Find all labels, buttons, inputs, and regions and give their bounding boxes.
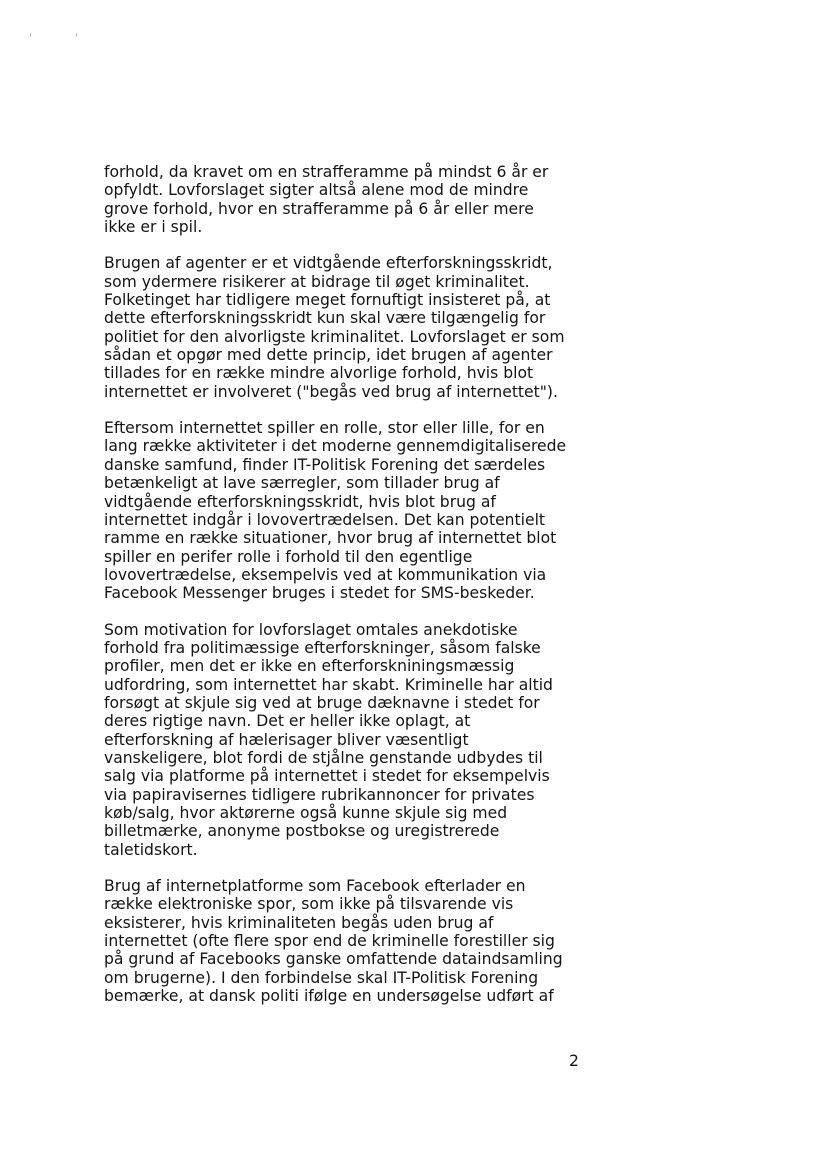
text-line: udfordring, som internettet har skabt. Kriminelle har altid [104, 675, 553, 694]
paragraph [104, 254, 604, 401]
text-line: bemærke, at dansk politi ifølge en undersøgelse udført af [104, 987, 554, 1006]
text-line: billetmærke, anonyme postbokse og uregistrerede [104, 822, 500, 841]
paragraph [104, 877, 604, 1005]
text-line: om brugerne). I den forbindelse skal IT-Politisk Forening [104, 968, 539, 987]
text-line: taletidskort. [104, 840, 198, 859]
text-line: Folketinget har tidligere meget fornuftigt insisteret på, at [104, 291, 551, 310]
text-line: vidtgående efterforskningsskridt, hvis blot brug af [104, 492, 496, 511]
text-line: internettet indgår i lovovertrædelsen. Det kan potentielt [104, 510, 546, 529]
text-line: sådan et opgør med dette princip, idet brugen af agenter [104, 346, 553, 365]
text-line: salg via platforme på internettet i stedet for eksempelvis [104, 767, 550, 786]
text-line: efterforskning af hælerisager bliver væsentligt [104, 730, 469, 749]
text-line: forhold fra politimæssige efterforskninger, såsom falske [104, 638, 541, 657]
text-line: deres rigtige navn. Det er heller ikke oplagt, at [104, 712, 471, 731]
text-line: eksisterer, hvis kriminaliteten begås uden brug af [104, 913, 494, 932]
text-line: internettet (ofte flere spor end de kriminelle forestiller sig [104, 932, 555, 951]
text-line: via papiravisernes tidligere rubrikannoncer for privates [104, 785, 535, 804]
text-line: Brugen af agenter er et vidtgående efterforskningsskridt, [104, 254, 553, 273]
text-line: forsøgt at skjule sig ved at bruge dæknavne i stedet for [104, 693, 540, 712]
text-line: forhold, da kravet om en strafferamme på mindst 6 år er [104, 163, 549, 181]
text-line: opfyldt. Lovforslaget sigter altså alene mod de mindre [104, 181, 529, 200]
text-line: ikke er i spil. [104, 218, 203, 237]
text-line: række elektroniske spor, som ikke på tilsvarende vis [104, 895, 514, 914]
text-line: vanskeligere, blot fordi de stjålne genstande udbydes til [104, 748, 543, 767]
text-line: internettet er involveret ("begås ved brug af internettet"). [104, 382, 558, 401]
paragraph [104, 163, 604, 236]
text-line: spiller en perifer rolle i forhold til den egentlige [104, 547, 473, 566]
text-line: Eftersom internettet spiller en rolle, stor eller lille, for en [104, 419, 545, 438]
text-line: grove forhold, hvor en strafferamme på 6 år eller mere [104, 199, 534, 218]
text-line: lang række aktiviteter i det moderne gennemdigitaliserede [104, 437, 567, 456]
scan-speck [30, 33, 31, 37]
text-line: lovovertrædelse, eksempelvis ved at kommunikation via [104, 565, 547, 584]
page-number: 2 [569, 1052, 579, 1070]
text-line: profiler, men det er ikke en efterforskniningsmæssig [104, 657, 515, 676]
text-line: betænkeligt at lave særregler, som tillader brug af [104, 474, 500, 493]
body-text [104, 163, 604, 1023]
paragraph [104, 419, 604, 602]
paragraph [104, 621, 604, 859]
text-line: dette efterforskningsskridt kun skal være tilgængelig for [104, 309, 546, 328]
text-line: Brug af internetplatforme som Facebook efterlader en [104, 877, 526, 896]
text-line: køb/salg, hvor aktørerne også kunne skjule sig med [104, 804, 508, 822]
text-line: som ydermere risikerer at bidrage til øget kriminalitet. [104, 272, 530, 291]
text-line: ramme en række situationer, hvor brug af internettet blot [104, 529, 557, 548]
text-line: Som motivation for lovforslaget omtales anekdotiske [104, 620, 518, 639]
text-line: på grund af Facebooks ganske omfattende dataindsamling [104, 950, 563, 969]
text-line: danske samfund, finder IT-Politisk Forening det særdeles [104, 455, 546, 474]
text-line: politiet for den alvorligste kriminalitet. Lovforslaget er som [104, 327, 565, 346]
scan-speck [76, 33, 77, 37]
text-line: Facebook Messenger bruges i stedet for SMS-beskeder. [104, 584, 535, 603]
text-line: tillades for en række mindre alvorlige forhold, hvis blot [104, 364, 534, 383]
